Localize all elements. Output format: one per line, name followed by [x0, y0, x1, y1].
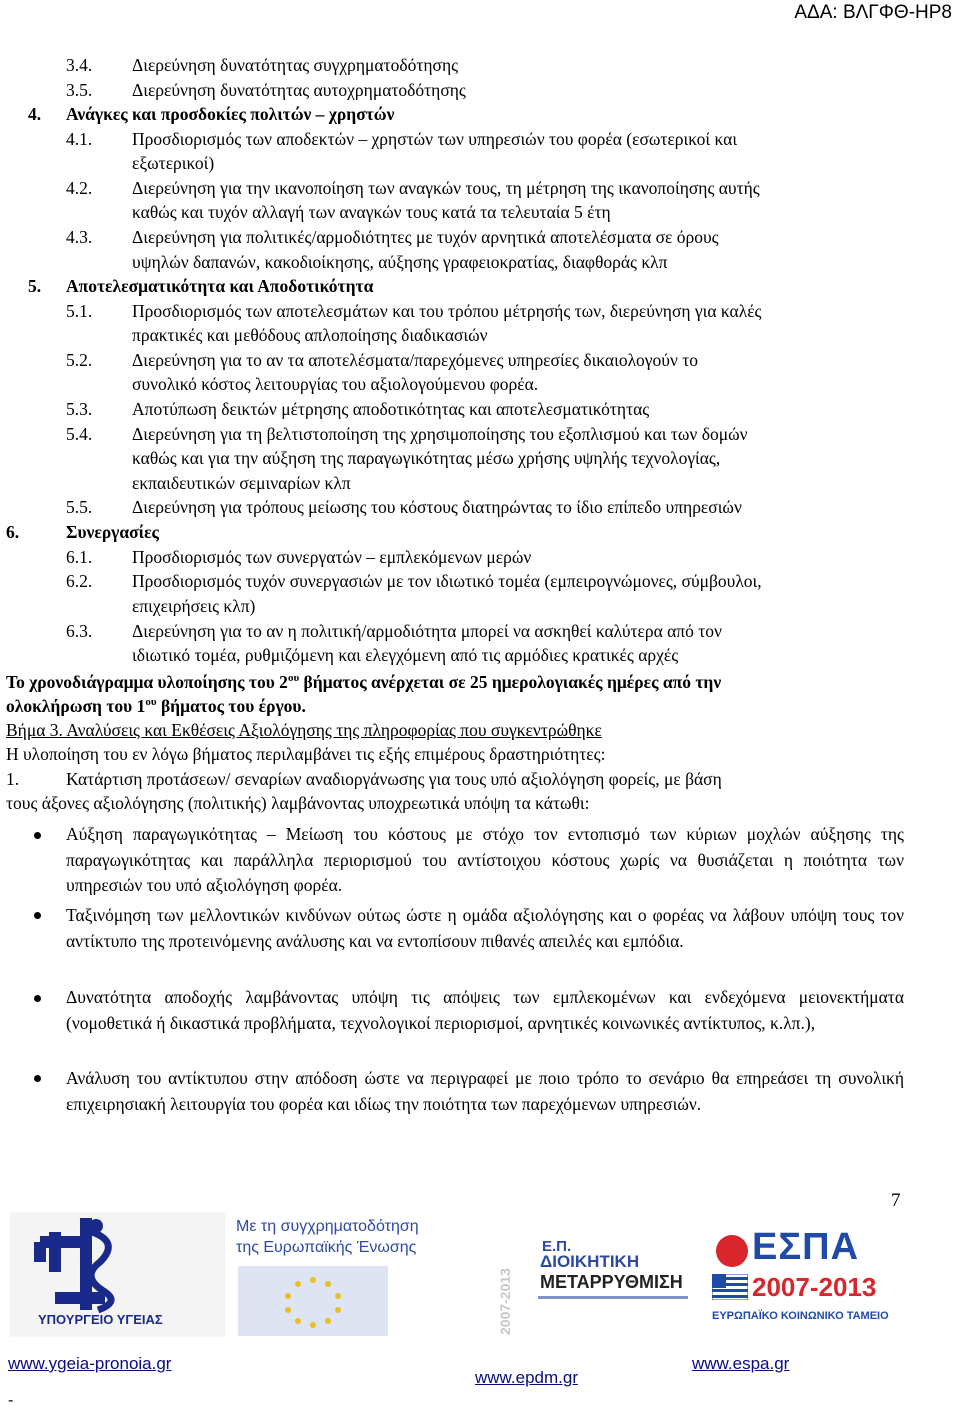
outline-text-cont: συνολικό κόστος λειτουργίας του αξιολογούμενου φορέα.: [132, 374, 539, 394]
outline-number: 5.2.: [66, 350, 93, 370]
section-number: 4.: [28, 104, 42, 124]
ada-code: ΑΔΑ: ΒΛΓΦΘ-ΗΡ8: [794, 2, 952, 23]
item-number: 1.: [6, 769, 20, 789]
outline-number: 5.1.: [66, 301, 93, 321]
bullet-paragraph: Ανάλυση του αντίκτυπου στην απόδοση ώστε να περιγραφεί με ποιο τρόπο το σενάριο θα επηρεάσει τη συνολική επιχειρησιακή λειτουργία του φορέα και ιδίως την ποιότητα των παρεχόμενων υπηρεσιών.: [66, 1068, 904, 1114]
section-heading: Αποτελεσματικότητα και Αποδοτικότητα: [66, 276, 374, 296]
ministry-label: ΥΠΟΥΡΓΕΙΟ ΥΓΕΙΑΣ: [38, 1312, 163, 1327]
espa-logo: ΕΣΠΑ: [752, 1226, 860, 1268]
outline-number: 5.3.: [66, 399, 93, 419]
footer: [0, 1212, 960, 1409]
espa-fund: ΕΥΡΩΠΑΪΚΟ ΚΟΙΝΩΝΙΚΟ ΤΑΜΕΙΟ: [712, 1310, 889, 1322]
outline-number: 5.4.: [66, 424, 93, 444]
outline-text: Διερεύνηση για πολιτικές/αρμοδιότητες με τυχόν αρνητικά αποτελέσματα σε όρους: [132, 227, 719, 247]
link-ygeia-pronoia[interactable]: www.ygeia-pronoia.gr: [8, 1354, 172, 1373]
outline-text: Διερεύνηση για τη βελτιστοποίηση της χρησιμοποίησης του εξοπλισμού και των δομών: [132, 424, 748, 444]
dm-line-1: ΔΙΟΙΚΗΤΙΚΗ: [540, 1252, 640, 1271]
outline-text: Διερεύνηση για τρόπους μείωσης του κόστους διατηρώντας το ίδιο επίπεδο υπηρεσιών: [132, 497, 742, 517]
bullet-dot: [34, 995, 41, 1002]
dm-line-2: ΜΕΤΑΡΡΥΘΜΙΣΗ: [540, 1272, 683, 1292]
outline-text: Προσδιορισμός των αποδεκτών – χρηστών των υπηρεσιών του φορέα (εσωτερικοί και: [132, 129, 738, 149]
eu-line-1: Με τη συγχρηματοδότηση: [236, 1218, 419, 1235]
bullet-dot: [34, 832, 41, 839]
outline-text: Διερεύνηση δυνατότητας συγχρηματοδότησης: [132, 55, 459, 75]
outline-text: Διερεύνηση δυνατότητας αυτοχρηματοδότησης: [132, 80, 466, 100]
section-number: 5.: [28, 276, 42, 296]
section-heading: Ανάγκες και προσδοκίες πολιτών – χρηστών: [66, 104, 395, 124]
eu-flag-icon: [238, 1266, 388, 1336]
item-text: Κατάρτιση προτάσεων/ σεναρίων αναδιοργάνωσης για τους υπό αξιολόγηση φορείς, με βάση: [66, 769, 722, 789]
outline-text-cont: εξωτερικοί): [132, 153, 215, 173]
outline-text-cont: καθώς και τυχόν αλλαγή των αναγκών τους κατά τα τελευταία 5 έτη: [132, 202, 611, 222]
years-vertical: 2007-2013: [497, 1268, 513, 1335]
espa-years: 2007-2013: [752, 1272, 877, 1302]
section-heading: Συνεργασίες: [66, 522, 159, 542]
outline-text: Αποτύπωση δεικτών μέτρησης αποδοτικότητας και αποτελεσματικότητας: [132, 399, 650, 419]
schedule-line-2: ολοκλήρωση του $1^{o\upsilon}$ βήματος του έργου.: [6, 696, 306, 716]
bullet-paragraph: Ταξινόμηση των μελλοντικών κινδύνων ούτως ώστε η ομάδα αξιολόγησης και ο φορέας να λάβουν υπόψη τους τον αντίκτυπο της προτεινόμενης ανάλυσης και να εντοπίσουν πιθανές απειλές και εμπόδια.: [66, 905, 904, 951]
step3-intro: Η υλοποίηση του εν λόγω βήματος περιλαμβάνει τις εξής επιμέρους δραστηριότητες:: [6, 744, 606, 764]
ep-label: Ε.Π.: [542, 1238, 572, 1255]
outline-text: Διερεύνηση για το αν τα αποτελέσματα/παρεχόμενες υπηρεσίες δικαιολογούν το: [132, 350, 699, 370]
outline-number: 4.2.: [66, 178, 93, 198]
footer-dash: -: [8, 1392, 14, 1409]
outline-number: 3.5.: [66, 80, 93, 100]
outline-text-cont: ιδιωτικό τομέα, ρυθμιζόμενη και ελεγχόμενη από τις αρμόδιες κρατικές αρχές: [132, 645, 679, 665]
bullet-dot: [34, 1075, 41, 1082]
section-number: 6.: [6, 522, 20, 542]
link-espa[interactable]: www.espa.gr: [692, 1354, 790, 1373]
outline-number: 4.3.: [66, 227, 93, 247]
bullet-paragraph: Αύξηση παραγωγικότητας – Μείωση του κόστους με στόχο τον εντοπισμό των κύριων μοχλών αύξησης της παραγωγικότητας και παράλληλα περιορισμού του αντίστοιχου κόστους χωρίς να θυσιάζεται η ποιότητα των υπηρεσιών του υπό αξιολόγηση φορέα.: [66, 824, 904, 895]
outline-number: 3.4.: [66, 55, 93, 75]
dm-underline: [538, 1296, 688, 1299]
outline-text-cont: καθώς και για την αύξηση της παραγωγικότητας μέσω χρήσης υψηλής τεχνολογίας,: [132, 448, 721, 468]
outline-text: Διερεύνηση για το αν η πολιτική/αρμοδιότητα μπορεί να ασκηθεί καλύτερα από τον: [132, 621, 722, 641]
outline-text: Προσδιορισμός των αποτελεσμάτων και του τρόπου μέτρησής των, διερεύνηση για καλές: [132, 301, 762, 321]
outline-number: 6.3.: [66, 621, 93, 641]
bullet-paragraph: Δυνατότητα αποδοχής λαμβάνοντας υπόψη τις απόψεις των εμπλεκομένων και ενδεχόμενα μειονεκτήματα (νομοθετικά ή δικαστικά προβλήματα, τεχνολογικοί περιορισμοί, αρνητικές κοινωνικές αντίκτυπος, κ.λπ.),: [66, 987, 904, 1033]
outline-number: 5.5.: [66, 497, 93, 517]
bullet-dot: [34, 912, 41, 919]
outline-text-cont: επιχειρήσεις κλπ): [132, 596, 256, 616]
step3-heading: Βήμα 3. Αναλύσεις και Εκθέσεις Αξιολόγησης της πληροφορίας που συγκεντρώθηκε: [6, 720, 602, 740]
outline-text: Διερεύνηση για την ικανοποίηση των αναγκών τους, τη μέτρηση της ικανοποίησης αυτής: [132, 178, 760, 198]
outline-text-cont: εκπαιδευτικών σεμιναρίων κλπ: [132, 473, 351, 493]
link-epdm[interactable]: www.epdm.gr: [475, 1368, 578, 1387]
eu-line-2: της Ευρωπαϊκής Ένωσης: [236, 1239, 417, 1256]
outline-text: Προσδιορισμός τυχόν συνεργασιών με τον ιδιωτικό τομέα (εμπειρογνώμονες, σύμβουλοι,: [132, 571, 762, 591]
outline-number: 4.1.: [66, 129, 93, 149]
greek-flag-icon: [712, 1274, 748, 1300]
eu-cofunding-text: [236, 1216, 419, 1258]
schedule-line-1: Το χρονοδιάγραμμα υλοποίησης του $2^{o\upsilon}$ βήματος ανέρχεται σε 25 ημερολογιακές ημέρες από την: [6, 672, 722, 692]
outline-text-cont: πρακτικές και μεθόδους απλοποίησης διαδικασιών: [132, 325, 488, 345]
page-number: 7: [891, 1190, 901, 1211]
outline-text: Προσδιορισμός των συνεργατών – εμπλεκόμενων μερών: [132, 547, 532, 567]
espa-emblem-icon: [712, 1232, 752, 1270]
outline-text-cont: υψηλών δαπανών, κακοδιοίκησης, αύξησης γραφειοκρατίας, διαφθοράς κλπ: [132, 252, 668, 272]
outline-number: 6.2.: [66, 571, 93, 591]
item-text-cont: τους άξονες αξιολόγησης (πολιτικής) λαμβάνοντας υποχρεωτικά υπόψη τα κάτωθι:: [6, 793, 590, 813]
outline-number: 6.1.: [66, 547, 93, 567]
